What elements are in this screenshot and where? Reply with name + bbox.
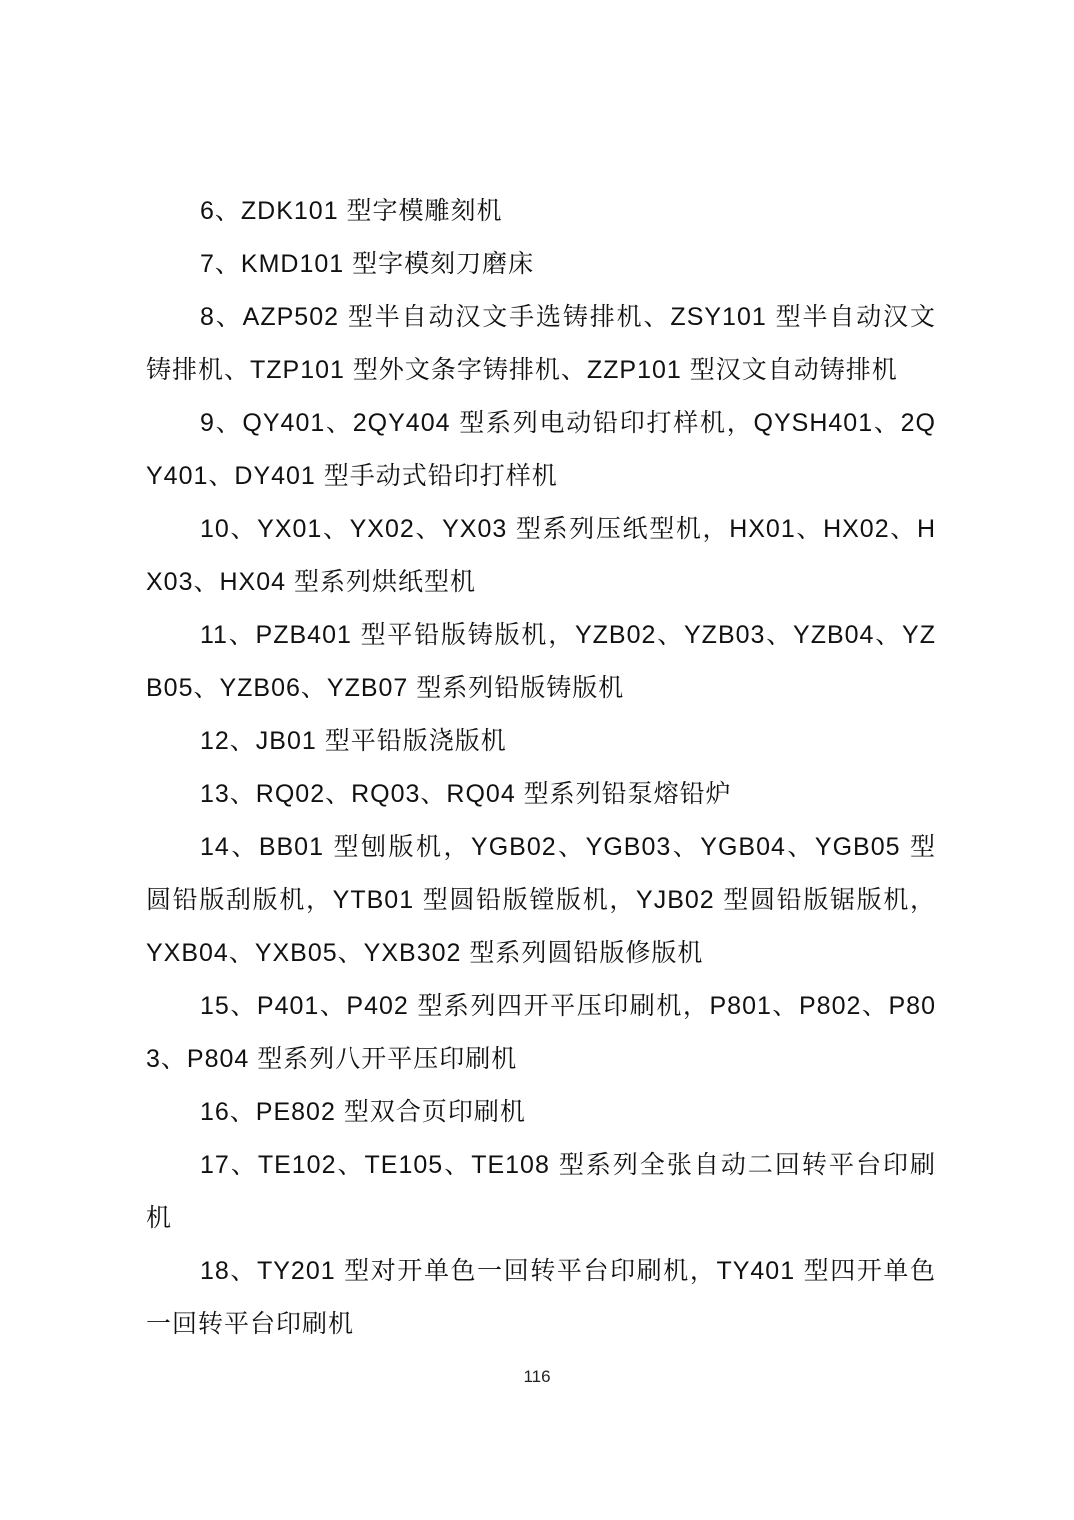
list-item: 17、TE102、TE105、TE108 型系列全张自动二回转平台印刷机 [146, 1151, 936, 1232]
page-number: 116 [523, 1367, 551, 1386]
list-item: 7、KMD101 型字模刻刀磨床 [200, 250, 535, 278]
list-item: 14、BB01 型刨版机，YGB02、YGB03、YGB04、YGB05 型圆铅版刮版机，YTB01 型圆铅版镗版机，YJB02 型圆铅版锯版机，YXB04、YXB05、YXB302 型系列圆铅版修版机 [146, 833, 936, 967]
list-item: 15、P401、P402 型系列四开平压印刷机，P801、P802、P803、P804 型系列八开平压印刷机 [146, 992, 936, 1073]
list-item: 6、ZDK101 型字模雕刻机 [200, 197, 503, 225]
equipment-list [146, 185, 936, 1351]
list-item: 16、PE802 型双合页印刷机 [200, 1098, 526, 1126]
list-item: 11、PZB401 型平铅版铸版机，YZB02、YZB03、YZB04、YZB05、YZB06、YZB07 型系列铅版铸版机 [146, 621, 936, 702]
list-item: 18、TY201 型对开单色一回转平台印刷机，TY401 型四开单色一回转平台印刷机 [146, 1257, 936, 1338]
list-item: 8、AZP502 型半自动汉文手选铸排机、ZSY101 型半自动汉文铸排机、TZP101 型外文条字铸排机、ZZP101 型汉文自动铸排机 [146, 303, 936, 384]
list-item: 12、JB01 型平铅版浇版机 [200, 727, 507, 755]
list-item: 13、RQ02、RQ03、RQ04 型系列铅泵熔铅炉 [200, 780, 732, 808]
list-item: 9、QY401、2QY404 型系列电动铅印打样机，QYSH401、2QY401、DY401 型手动式铅印打样机 [146, 409, 936, 490]
list-item: 10、YX01、YX02、YX03 型系列压纸型机，HX01、HX02、HX03、HX04 型系列烘纸型机 [146, 515, 936, 596]
